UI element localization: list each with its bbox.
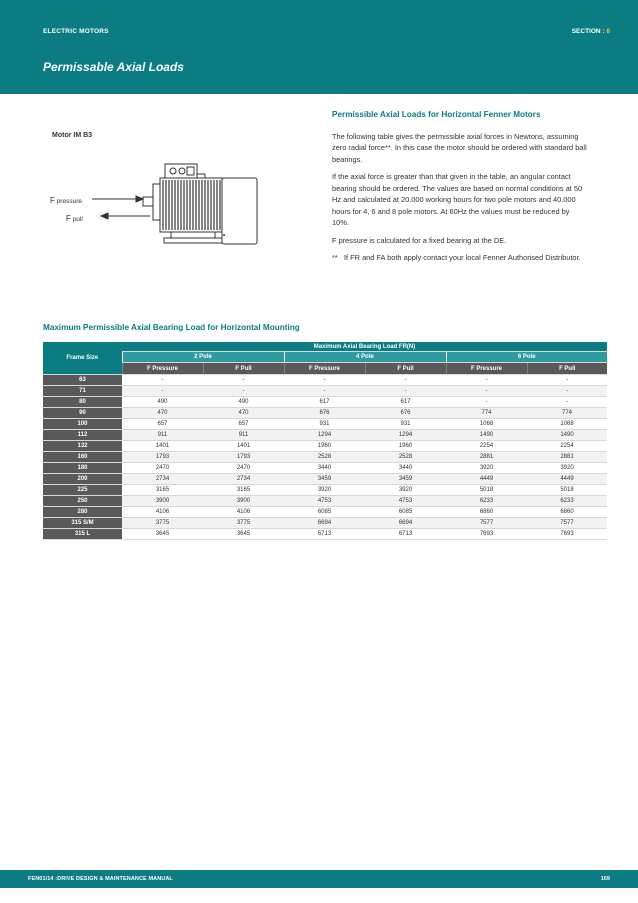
intro-paragraph: The following table gives the permissible axial forces in Newtons, assuming zero radial force**. In this case the motor should be ordered with standard ball bearings. bbox=[332, 131, 587, 164]
frame-size-cell: 80 bbox=[43, 397, 122, 408]
motor-label: Motor IM B3 bbox=[52, 132, 93, 139]
load-value-cell: 3645 bbox=[203, 529, 284, 540]
load-value-cell: 2470 bbox=[203, 463, 284, 474]
page-header bbox=[0, 0, 638, 94]
frame-size-cell: 225 bbox=[43, 485, 122, 496]
load-value-cell: 4449 bbox=[446, 474, 527, 485]
load-value-cell: 1960 bbox=[365, 441, 446, 452]
load-value-cell: 911 bbox=[203, 430, 284, 441]
load-value-cell: - bbox=[122, 386, 203, 397]
column-header: F Pull bbox=[365, 363, 446, 375]
load-value-cell: 3920 bbox=[284, 485, 365, 496]
load-value-cell: - bbox=[446, 375, 527, 386]
load-value-cell: - bbox=[122, 375, 203, 386]
load-value-cell: 470 bbox=[203, 408, 284, 419]
load-value-cell: 2470 bbox=[122, 463, 203, 474]
frame-size-cell: 280 bbox=[43, 507, 122, 518]
load-value-cell: 774 bbox=[446, 408, 527, 419]
load-value-cell: 1490 bbox=[527, 430, 607, 441]
footnote bbox=[332, 252, 587, 264]
load-value-cell: 2881 bbox=[527, 452, 607, 463]
load-value-cell: 5018 bbox=[527, 485, 607, 496]
load-value-cell: 6085 bbox=[365, 507, 446, 518]
load-value-cell: 774 bbox=[527, 408, 607, 419]
load-value-cell: 1793 bbox=[203, 452, 284, 463]
table-row bbox=[43, 397, 607, 408]
table-row bbox=[43, 474, 607, 485]
table-title: Maximum Permissible Axial Bearing Load for Horizontal Mounting bbox=[43, 323, 300, 332]
page-title: Permissable Axial Loads bbox=[43, 60, 184, 74]
load-value-cell: 3920 bbox=[446, 463, 527, 474]
load-value-cell: 4106 bbox=[203, 507, 284, 518]
load-value-cell: 2254 bbox=[446, 441, 527, 452]
load-value-cell: 676 bbox=[284, 408, 365, 419]
load-value-cell: 2734 bbox=[203, 474, 284, 485]
load-value-cell: 3645 bbox=[122, 529, 203, 540]
f-pressure-label: F pressure bbox=[50, 196, 82, 205]
load-value-cell: 1294 bbox=[284, 430, 365, 441]
load-value-cell: 676 bbox=[365, 408, 446, 419]
load-value-cell: 3440 bbox=[365, 463, 446, 474]
column-header: F Pressure bbox=[122, 363, 203, 375]
page-footer bbox=[0, 870, 638, 888]
frame-size-cell: 200 bbox=[43, 474, 122, 485]
footnote-mark: ** bbox=[332, 253, 338, 262]
load-value-cell: 6085 bbox=[284, 507, 365, 518]
load-value-cell: 6860 bbox=[446, 507, 527, 518]
load-value-cell: 931 bbox=[365, 419, 446, 430]
table-row bbox=[43, 430, 607, 441]
table-row bbox=[43, 496, 607, 507]
load-value-cell: 490 bbox=[122, 397, 203, 408]
load-value-cell: 1793 bbox=[122, 452, 203, 463]
load-value-cell: 4106 bbox=[122, 507, 203, 518]
frame-size-cell: 160 bbox=[43, 452, 122, 463]
load-value-cell: 6713 bbox=[365, 529, 446, 540]
table-row bbox=[43, 375, 607, 386]
load-value-cell: 7577 bbox=[446, 518, 527, 529]
table-row bbox=[43, 507, 607, 518]
table-row bbox=[43, 408, 607, 419]
frame-size-cell: 71 bbox=[43, 386, 122, 397]
frame-size-cell: 180 bbox=[43, 463, 122, 474]
page-number: 169 bbox=[600, 876, 610, 882]
table-row bbox=[43, 441, 607, 452]
load-value-cell: 6860 bbox=[527, 507, 607, 518]
load-value-cell: 2881 bbox=[446, 452, 527, 463]
load-value-cell: 6713 bbox=[284, 529, 365, 540]
load-value-cell: - bbox=[284, 375, 365, 386]
load-value-cell: 5018 bbox=[446, 485, 527, 496]
frame-size-cell: 90 bbox=[43, 408, 122, 419]
load-value-cell: 3900 bbox=[203, 496, 284, 507]
load-value-cell: 3775 bbox=[203, 518, 284, 529]
load-value-cell: - bbox=[203, 386, 284, 397]
load-value-cell: - bbox=[365, 375, 446, 386]
motor-shaft bbox=[143, 197, 153, 206]
frame-size-cell: 250 bbox=[43, 496, 122, 507]
frame-size-cell: 112 bbox=[43, 430, 122, 441]
load-value-cell: - bbox=[203, 375, 284, 386]
load-value-cell: 3775 bbox=[122, 518, 203, 529]
load-value-cell: 1068 bbox=[527, 419, 607, 430]
load-value-cell: 1960 bbox=[284, 441, 365, 452]
load-value-cell: 3459 bbox=[284, 474, 365, 485]
load-value-cell: - bbox=[365, 386, 446, 397]
load-value-cell: 4753 bbox=[284, 496, 365, 507]
load-value-cell: 3900 bbox=[122, 496, 203, 507]
load-value-cell: 470 bbox=[122, 408, 203, 419]
frame-size-cell: 100 bbox=[43, 419, 122, 430]
load-value-cell: 2528 bbox=[365, 452, 446, 463]
load-value-cell: - bbox=[527, 397, 607, 408]
load-value-cell: 3440 bbox=[284, 463, 365, 474]
intro-paragraph: F pressure is calculated for a fixed bearing at the DE. bbox=[332, 235, 507, 245]
header-category: ELECTRIC MOTORS bbox=[43, 28, 109, 35]
motor-fan-cover bbox=[222, 178, 257, 244]
load-value-cell: 2528 bbox=[284, 452, 365, 463]
footer-manual-title: FEN01/14 :DRIVE DESIGN & MAINTENANCE MANUAL bbox=[28, 876, 173, 882]
pole-header: 6 Pole bbox=[446, 352, 607, 363]
frame-size-header: Frame Size bbox=[43, 342, 122, 375]
load-value-cell: - bbox=[446, 397, 527, 408]
column-header: F Pressure bbox=[284, 363, 365, 375]
load-value-cell: 617 bbox=[365, 397, 446, 408]
load-value-cell: 1490 bbox=[446, 430, 527, 441]
pole-header: 2 Pole bbox=[122, 352, 284, 363]
motor-flange bbox=[153, 184, 160, 220]
table-row bbox=[43, 452, 607, 463]
load-value-cell: 3165 bbox=[122, 485, 203, 496]
intro-text bbox=[332, 109, 587, 264]
load-value-cell: 2254 bbox=[527, 441, 607, 452]
load-value-cell: 3459 bbox=[365, 474, 446, 485]
load-value-cell: 657 bbox=[203, 419, 284, 430]
load-value-cell: 7693 bbox=[446, 529, 527, 540]
load-value-cell: 1401 bbox=[122, 441, 203, 452]
load-value-cell: - bbox=[284, 386, 365, 397]
load-value-cell: 617 bbox=[284, 397, 365, 408]
load-value-cell: 3920 bbox=[365, 485, 446, 496]
load-value-cell: 6694 bbox=[284, 518, 365, 529]
load-value-cell: 3165 bbox=[203, 485, 284, 496]
frame-size-cell: 63 bbox=[43, 375, 122, 386]
section-number: 8 bbox=[606, 28, 610, 35]
load-value-cell: - bbox=[527, 375, 607, 386]
table-row bbox=[43, 529, 607, 540]
axial-load-table bbox=[43, 342, 607, 540]
frame-size-cell: 315 S/M bbox=[43, 518, 122, 529]
frame-size-cell: 132 bbox=[43, 441, 122, 452]
motor-foot bbox=[164, 238, 222, 243]
load-value-cell: 1294 bbox=[365, 430, 446, 441]
column-header: F Pull bbox=[203, 363, 284, 375]
column-header: F Pull bbox=[527, 363, 607, 375]
load-value-cell: 6233 bbox=[527, 496, 607, 507]
load-value-cell: 4449 bbox=[527, 474, 607, 485]
load-value-cell: 6233 bbox=[446, 496, 527, 507]
load-value-cell: 657 bbox=[122, 419, 203, 430]
load-value-cell: 931 bbox=[284, 419, 365, 430]
load-value-cell: 1068 bbox=[446, 419, 527, 430]
intro-paragraph: If the axial force is greater than that given in the table, an angular contact bearing should be ordered. The values are based on normal conditions at 50 Hz and calculated at 20.000 working hours for two pole motors and 40.000 hours for 4, 6 and 8 pole motors. At 60Hz the values must be reduced by 10%. bbox=[332, 172, 583, 227]
load-value-cell: 7577 bbox=[527, 518, 607, 529]
table-row bbox=[43, 463, 607, 474]
load-value-cell: 2734 bbox=[122, 474, 203, 485]
column-header: F Pressure bbox=[446, 363, 527, 375]
frame-size-cell: 315 L bbox=[43, 529, 122, 540]
load-value-cell: 6694 bbox=[365, 518, 446, 529]
load-value-cell: 1401 bbox=[203, 441, 284, 452]
table-row bbox=[43, 419, 607, 430]
footnote-text: If FR and FA both apply contact your local Fenner Authorised Distributor. bbox=[344, 253, 581, 262]
load-group-header: Maximum Axial Bearing Load FR(N) bbox=[122, 342, 607, 352]
intro-heading: Permissible Axial Loads for Horizontal Fenner Motors bbox=[332, 110, 541, 119]
f-pull-label: F pull bbox=[66, 214, 83, 223]
table-row bbox=[43, 485, 607, 496]
load-value-cell: 7693 bbox=[527, 529, 607, 540]
table-row bbox=[43, 386, 607, 397]
header-section bbox=[572, 28, 610, 35]
load-value-cell: 911 bbox=[122, 430, 203, 441]
load-value-cell: 490 bbox=[203, 397, 284, 408]
load-value-cell: 3920 bbox=[527, 463, 607, 474]
load-value-cell: - bbox=[446, 386, 527, 397]
load-value-cell: 4753 bbox=[365, 496, 446, 507]
pole-header: 4 Pole bbox=[284, 352, 446, 363]
section-label: SECTION : bbox=[571, 28, 607, 35]
load-value-cell: - bbox=[527, 386, 607, 397]
table-row bbox=[43, 518, 607, 529]
